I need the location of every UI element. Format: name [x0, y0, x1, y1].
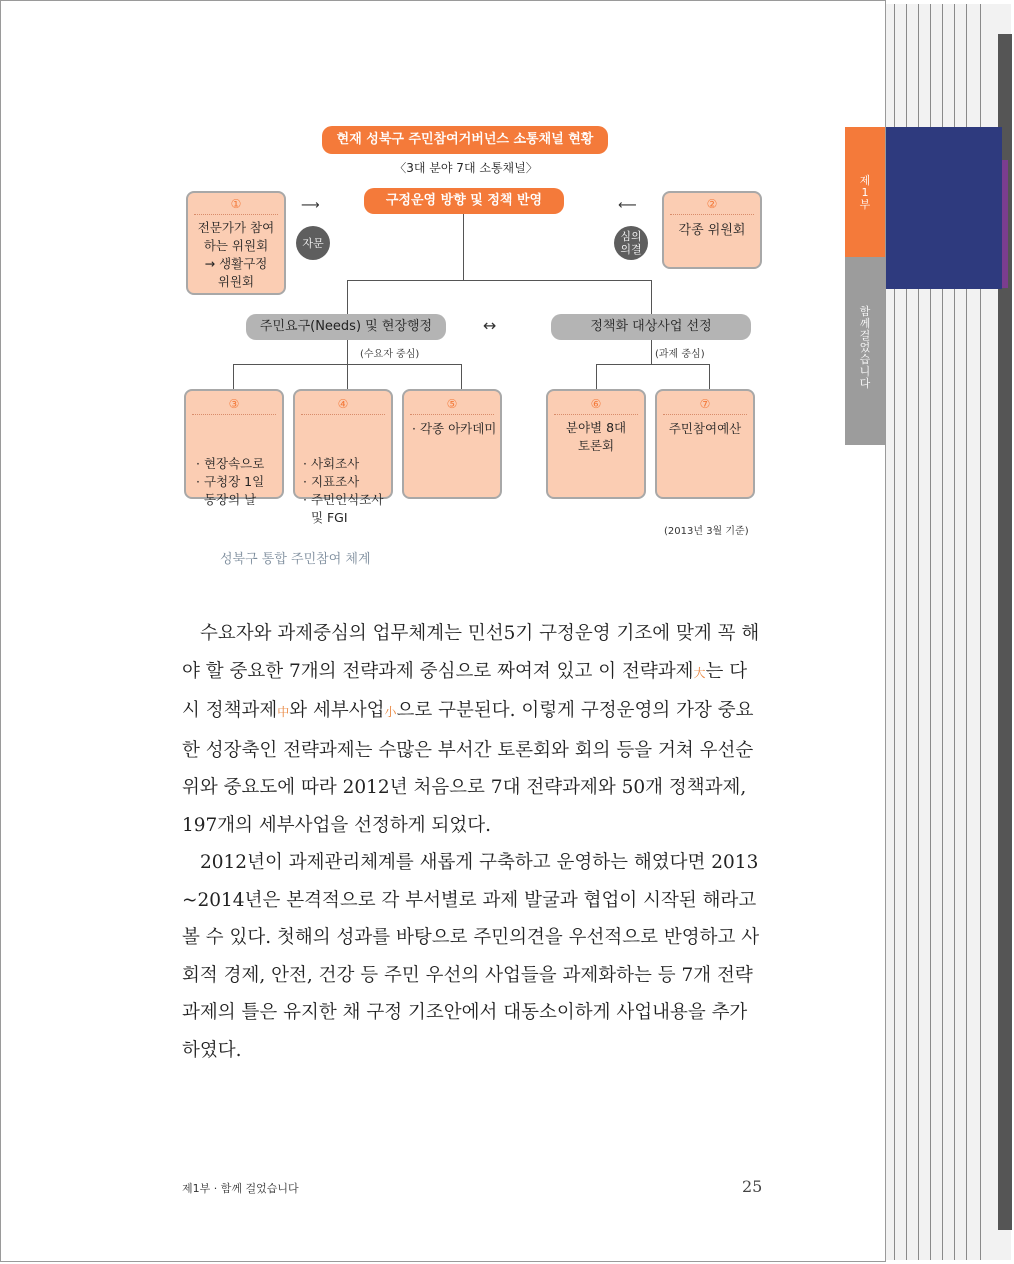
connector [347, 280, 651, 281]
channel-box-2: ② 각종 위원회 [662, 191, 762, 269]
channel-box-3: ③ · 현장속으로 · 구청장 1일 동장의 날 [184, 389, 284, 499]
connector [347, 340, 348, 364]
channel-box-4: ④ · 사회조사 · 지표조사 · 주민인식조사 및 FGI [293, 389, 393, 499]
paragraph-line: 2012년이 과제관리체계를 새롭게 구축하고 운영하는 해였다면 2013 [200, 852, 759, 873]
advice-badge: 자문 [296, 226, 330, 260]
connector [651, 340, 652, 364]
paragraph-line: 한 성장축인 전략과제는 수많은 부서간 토론회와 회의 등을 거쳐 우선순 [182, 739, 754, 761]
policy-branch: 정책화 대상사업 선정 [551, 314, 751, 340]
stack-tab-purple [1002, 160, 1008, 288]
center-node: 구정운영 방향 및 정책 반영 [364, 188, 564, 214]
channel-box-5: ⑤ · 각종 아카데미 [402, 389, 502, 499]
arrow-right-icon: ⟶ [301, 198, 320, 213]
paragraph-line: 위와 중요도에 따라 2012년 처음으로 7대 전략과제와 50개 정책과제, [182, 777, 747, 798]
date-note: (2013년 3월 기준) [664, 526, 749, 537]
deliberation-badge: 심의 의결 [614, 226, 648, 260]
page-number: 25 [742, 1177, 763, 1196]
paragraph-line: 시 정책과제中와 세부사업小으로 구분된다. 이렇게 구정운영의 가장 중요 [182, 700, 754, 721]
diagram-subtitle: 〈3대 분야 7대 소통채널〉 [394, 161, 538, 175]
channel-box-6: ⑥ 분야별 8대 토론회 [546, 389, 646, 499]
policy-branch-sub: (과제 중심) [655, 349, 705, 360]
connector [709, 364, 710, 389]
paragraph-line: 197개의 세부사업을 선정하게 되었다. [182, 814, 492, 836]
connector [347, 280, 348, 314]
footer-section-title: 제1부 · 함께 걸었습니다 [182, 1182, 299, 1195]
bidirectional-arrow-icon: ↔ [483, 316, 497, 335]
connector [461, 364, 462, 389]
paragraph-line: 하였다. [182, 1039, 242, 1061]
connector [596, 364, 597, 389]
arrow-left-icon: ⟵ [618, 198, 637, 213]
paragraph-line: 수요자와 과제중심의 업무체계는 민선5기 구정운영 기조에 맞게 꼭 해 [200, 623, 760, 644]
connector [347, 364, 348, 389]
paragraph-line: ~2014년은 본격적으로 각 부서별로 과제 발굴과 협업이 시작된 해라고 [182, 889, 757, 911]
paragraph-line: 과제의 틀은 유지한 채 구정 기조안에서 대동소이하게 사업내용을 추가 [182, 1002, 748, 1023]
needs-branch-sub: (수요자 중심) [360, 349, 420, 360]
channel-box-7: ⑦ 주민참여예산 [655, 389, 755, 499]
paragraph-line: 볼 수 있다. 첫해의 성과를 바탕으로 주민의견을 우선적으로 반영하고 사 [182, 927, 760, 948]
figure-caption: 성북구 통합 주민참여 체계 [220, 552, 371, 567]
side-tab-part-label: 제 1 부 [859, 174, 871, 211]
paragraph-line: 야 할 중요한 7개의 전략과제 중심으로 짜여져 있고 이 전략과제大는 다 [182, 660, 748, 682]
paragraph-line: 회적 경제, 안전, 건강 등 주민 우선의 사업들을 과제화하는 등 7개 전략 [182, 964, 753, 986]
channel-box-1: ① 전문가가 참여 하는 위원회 → 생활구정 위원회 [186, 191, 286, 295]
connector [463, 214, 464, 280]
connector [651, 280, 652, 314]
needs-branch: 주민요구(Needs) 및 현장행정 [246, 314, 446, 340]
body-text [182, 615, 762, 1069]
diagram-title: 현재 성북구 주민참여거버넌스 소통채널 현황 [322, 126, 608, 154]
stack-tab-blue [886, 127, 1002, 289]
side-tab-title-label: 함 께 걸 었 습 니 다 [859, 305, 871, 390]
connector [596, 364, 709, 365]
connector [233, 364, 234, 389]
